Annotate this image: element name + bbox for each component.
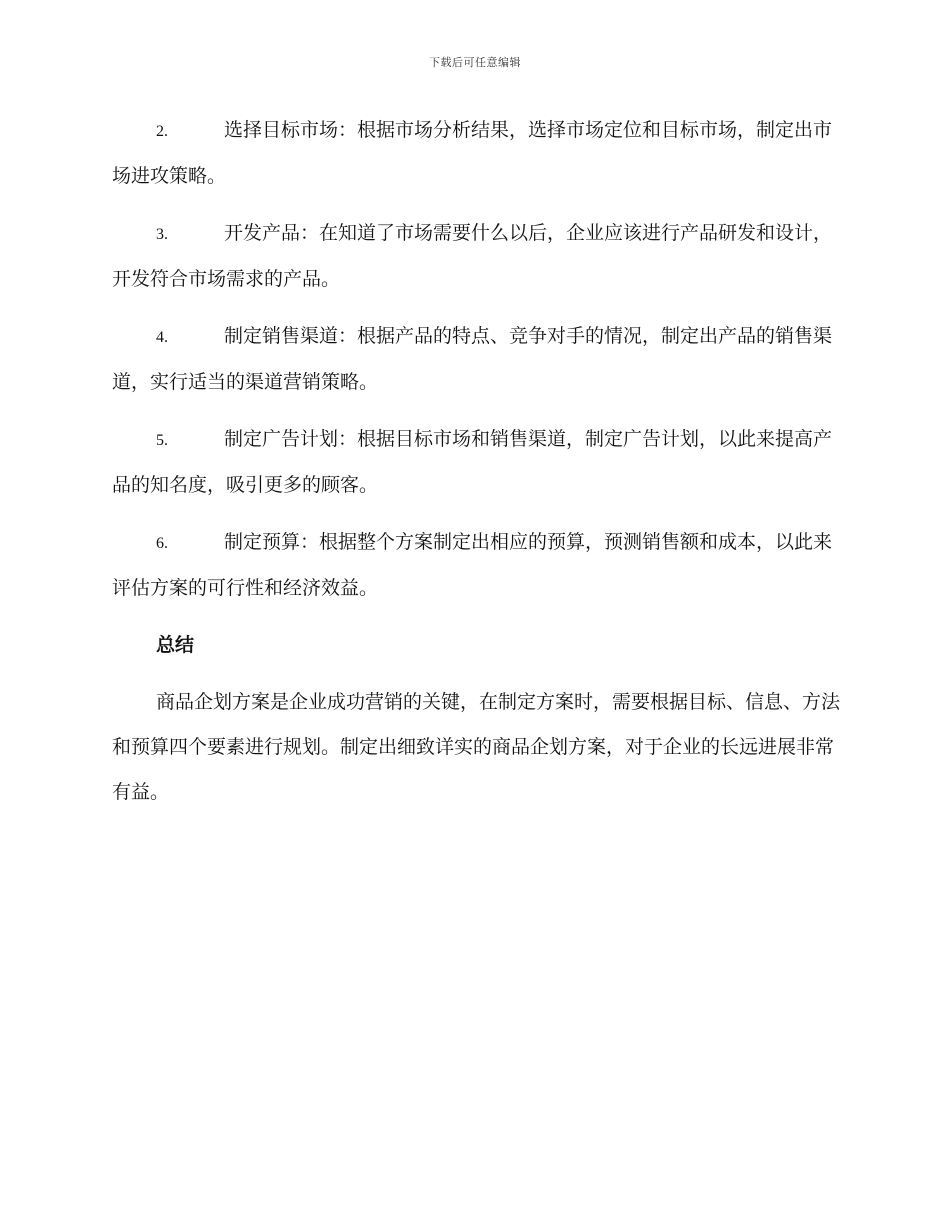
list-item-text: 制定预算：根据整个方案制定出相应的预算，预测销售额和成本，以此来评估方案的可行性和经济效益。	[112, 531, 833, 599]
list-item	[112, 211, 842, 302]
list-item	[112, 314, 842, 405]
list-item	[112, 108, 842, 199]
list-item-number: 6.	[156, 535, 168, 552]
list-item-text: 开发产品：在知道了市场需要什么以后，企业应该进行产品研发和设计，开发符合市场需求的产品。	[112, 222, 833, 290]
list-item-text: 制定广告计划：根据目标市场和销售渠道，制定广告计划，以此来提高产品的知名度，吸引更多的顾客。	[112, 428, 833, 496]
summary-paragraph: 商品企划方案是企业成功营销的关键，在制定方案时，需要根据目标、信息、方法和预算四个要素进行规划。制定出细致详实的商品企划方案，对于企业的长远进展非常有益。	[112, 691, 841, 803]
summary-heading: 总结	[156, 634, 195, 656]
page-header: 下载后可任意编辑	[429, 56, 521, 69]
list-item-number: 3.	[156, 226, 168, 243]
list-item-number: 5.	[156, 432, 168, 449]
list-item-number: 4.	[156, 329, 168, 346]
document-body	[112, 108, 842, 815]
list-item-text: 制定销售渠道：根据产品的特点、竞争对手的情况，制定出产品的销售渠道，实行适当的渠道营销策略。	[112, 325, 833, 393]
list-item	[112, 417, 842, 508]
list-item	[112, 520, 842, 611]
list-item-number: 2.	[156, 123, 168, 140]
list-item-text: 选择目标市场：根据市场分析结果，选择市场定位和目标市场，制定出市场进攻策略。	[112, 119, 833, 187]
